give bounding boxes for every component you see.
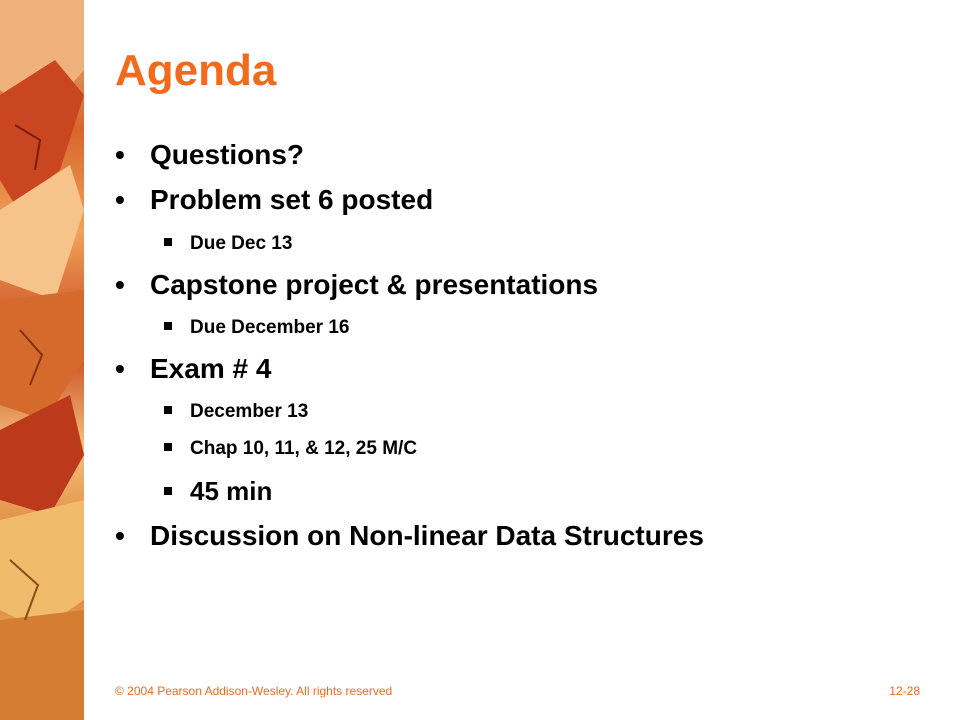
- agenda-item-text: Capstone project & presentations: [150, 269, 599, 300]
- slide-number: 12-28: [889, 684, 920, 698]
- footer-copyright: © 2004 Pearson Addison-Wesley. All rights reserved: [115, 684, 393, 698]
- autumn-leaves-image: [0, 0, 84, 720]
- agenda-item-questions: [115, 138, 304, 172]
- square-bullet-icon: [164, 406, 172, 414]
- square-bullet-icon: [164, 443, 172, 451]
- agenda-subitem-text: 45 min: [190, 476, 273, 506]
- agenda-item-text: Discussion on Non-linear Data Structures: [150, 520, 704, 551]
- agenda-item-exam: [115, 352, 271, 386]
- agenda-item-text: Exam # 4: [150, 353, 272, 384]
- agenda-subitem-text: Due Dec 13: [190, 233, 293, 254]
- agenda-subitem-text: Due December 16: [190, 317, 350, 338]
- bullet-icon: •: [115, 184, 125, 215]
- agenda-subitem-due-december-16: [164, 316, 349, 340]
- bullet-icon: •: [115, 520, 125, 551]
- agenda-subitem-text: Chap 10, 11, & 12, 25 M/C: [190, 438, 418, 459]
- agenda-item-text: Problem set 6 posted: [150, 184, 434, 215]
- square-bullet-icon: [164, 238, 172, 246]
- agenda-subitem-45-min: [164, 475, 272, 507]
- leaf-pattern-icon: [0, 0, 84, 720]
- bullet-icon: •: [115, 269, 125, 300]
- agenda-subitem-text: December 13: [190, 401, 309, 422]
- agenda-subitem-due-dec-13: [164, 232, 292, 256]
- square-bullet-icon: [164, 322, 172, 330]
- agenda-item-problem-set: [115, 183, 433, 217]
- square-bullet-icon: [164, 487, 172, 495]
- bullet-icon: •: [115, 139, 125, 170]
- agenda-subitem-december-13: [164, 400, 308, 424]
- agenda-item-discussion: [115, 519, 704, 553]
- bullet-icon: •: [115, 353, 125, 384]
- agenda-item-text: Questions?: [150, 139, 305, 170]
- agenda-subitem-chapters: [164, 437, 417, 461]
- slide-title: Agenda: [115, 46, 277, 95]
- agenda-item-capstone: [115, 268, 598, 302]
